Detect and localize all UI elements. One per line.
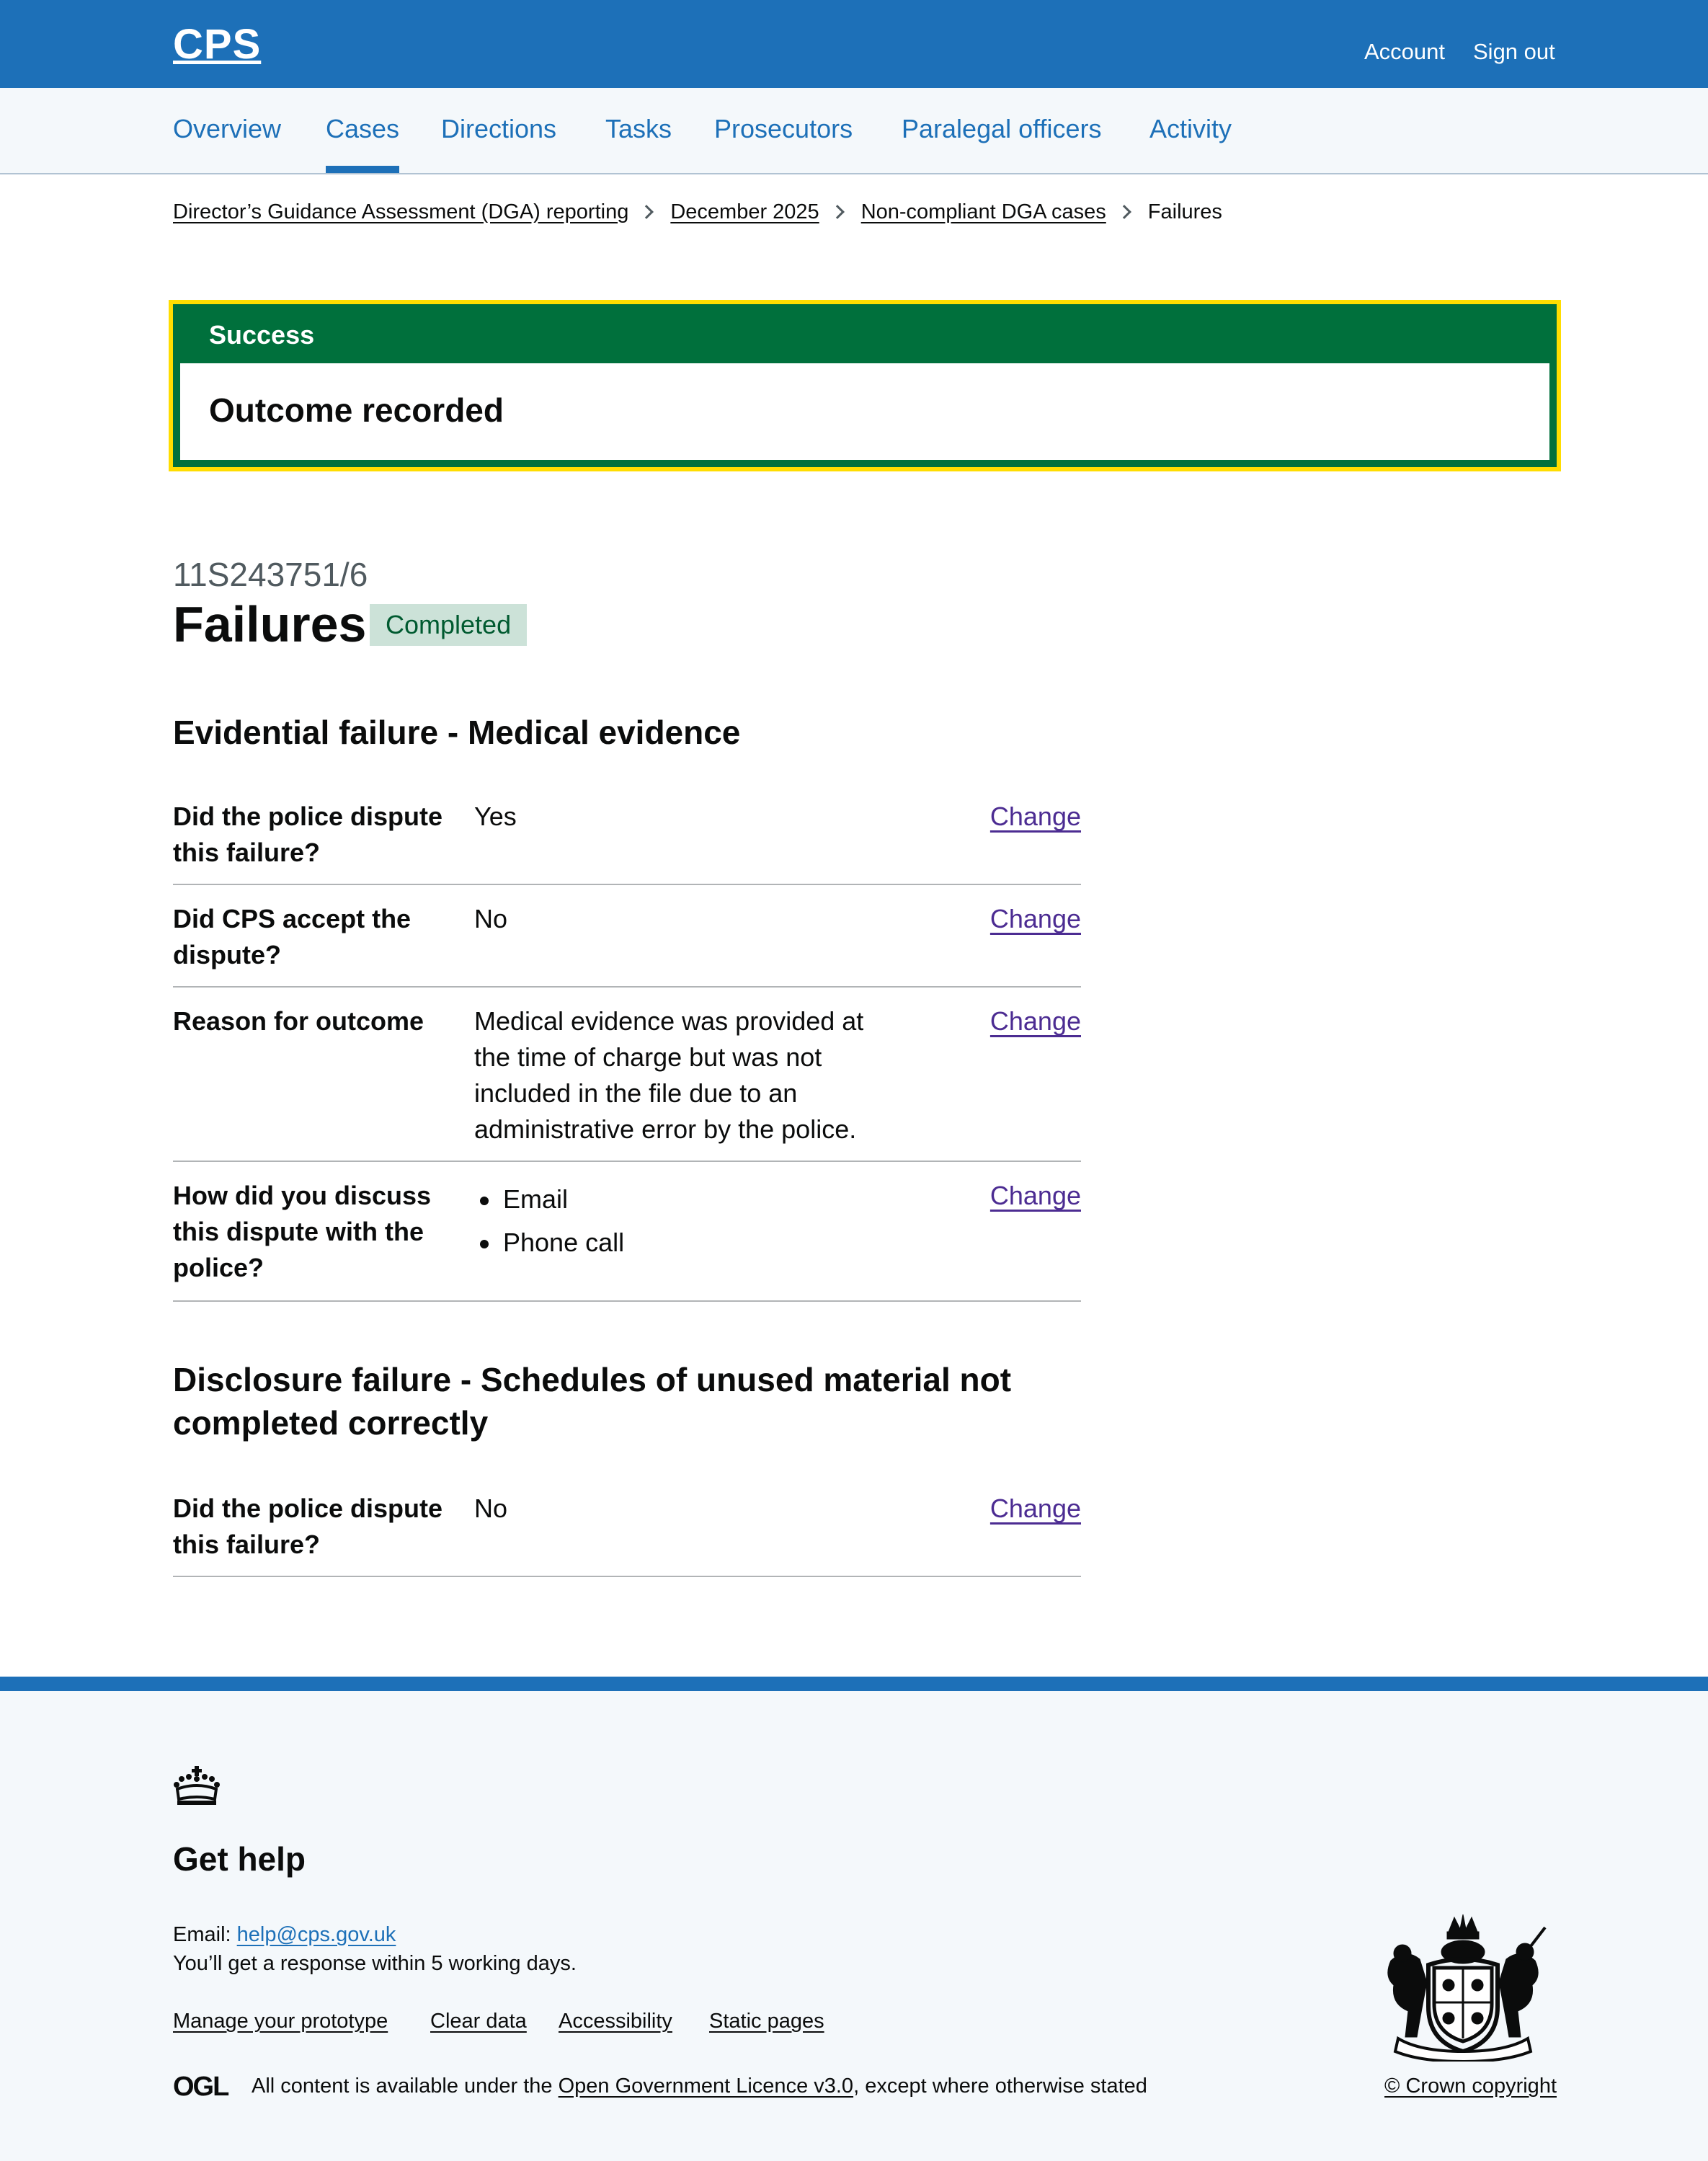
help-email-line bbox=[173, 1923, 396, 1947]
summary-value bbox=[474, 1178, 892, 1264]
change-police-dispute-link[interactable]: Change bbox=[989, 802, 1081, 831]
sign-out-link[interactable]: Sign out bbox=[1473, 39, 1555, 64]
summary-key: Did CPS accept the dispute? bbox=[173, 904, 412, 969]
success-notification-banner bbox=[169, 300, 1561, 471]
footer-link-static-pages[interactable]: Static pages bbox=[709, 2010, 824, 2033]
crown-copyright-link[interactable]: © Crown copyright bbox=[1384, 2075, 1557, 2098]
summary-row bbox=[173, 901, 1081, 988]
change-reason-link[interactable]: Change bbox=[989, 1006, 1081, 1036]
get-help-heading: Get help bbox=[173, 1840, 306, 1878]
open-government-licence-link[interactable]: Open Government Licence v3.0 bbox=[558, 2075, 854, 2098]
change-discussion-link[interactable]: Change bbox=[989, 1181, 1081, 1210]
banner-message: Outcome recorded bbox=[209, 391, 504, 429]
breadcrumb-december-2025[interactable]: December 2025 bbox=[670, 200, 819, 223]
list-item: Email bbox=[474, 1178, 892, 1221]
summary-key: Did the police dispute this failure? bbox=[173, 1494, 443, 1559]
change-disclosure-dispute-link[interactable]: Change bbox=[989, 1494, 1081, 1523]
nav-item-prosecutors[interactable]: Prosecutors bbox=[714, 114, 853, 143]
change-cps-accept-link[interactable]: Change bbox=[989, 904, 1081, 933]
breadcrumb bbox=[173, 198, 1222, 226]
royal-coat-of-arms-icon bbox=[1376, 1910, 1549, 2062]
section-heading-disclosure-failure: Disclosure failure - Schedules of unused material not completed correctly bbox=[173, 1361, 1012, 1442]
nav-item-overview[interactable]: Overview bbox=[173, 114, 282, 143]
footer-link-manage-prototype[interactable]: Manage your prototype bbox=[173, 2010, 388, 2033]
banner-title: Success bbox=[209, 320, 315, 350]
chevron-right-icon bbox=[1117, 205, 1131, 219]
section-heading-evidential-failure: Evidential failure - Medical evidence bbox=[173, 714, 741, 751]
summary-row bbox=[173, 1003, 1081, 1162]
service-logo[interactable]: CPS bbox=[173, 21, 262, 68]
summary-row bbox=[173, 799, 1081, 885]
summary-key: Did the police dispute this failure? bbox=[173, 802, 443, 867]
footer-link-accessibility[interactable]: Accessibility bbox=[559, 2010, 672, 2033]
nav-item-paralegal-officers[interactable]: Paralegal officers bbox=[902, 114, 1102, 143]
breadcrumb-non-compliant-cases[interactable]: Non-compliant DGA cases bbox=[860, 200, 1106, 223]
help-email-link[interactable]: help@cps.gov.uk bbox=[236, 1923, 396, 1946]
banner-content bbox=[180, 363, 1549, 460]
summary-value: Yes bbox=[474, 802, 517, 831]
breadcrumb-current: Failures bbox=[1147, 200, 1222, 223]
crown-icon bbox=[173, 1765, 221, 1808]
site-footer bbox=[0, 1677, 1708, 2161]
list-item: Phone call bbox=[474, 1221, 892, 1264]
breadcrumb-dga-reporting[interactable]: Director’s Guidance Assessment (DGA) reporting bbox=[173, 200, 629, 223]
summary-value: Medical evidence was provided at the time of charge but was not included in the file due to an administrative error by the police. bbox=[474, 1006, 864, 1144]
footer-link-clear-data[interactable]: Clear data bbox=[430, 2010, 527, 2033]
summary-key: Reason for outcome bbox=[173, 1006, 424, 1036]
summary-row bbox=[173, 1491, 1081, 1577]
response-time-text: You’ll get a response within 5 working days. bbox=[173, 1952, 577, 1975]
ogl-logo-text: OGL bbox=[173, 2073, 228, 2099]
licence-suffix: , except where otherwise stated bbox=[853, 2075, 1147, 2098]
nav-item-tasks[interactable]: Tasks bbox=[605, 114, 672, 143]
primary-navigation bbox=[0, 88, 1708, 174]
account-link[interactable]: Account bbox=[1364, 39, 1446, 64]
licence-prefix: All content is available under the bbox=[252, 2075, 559, 2098]
discussion-method-list bbox=[474, 1178, 892, 1264]
summary-value: No bbox=[474, 904, 508, 933]
summary-row bbox=[173, 1178, 1081, 1302]
status-badge: Completed bbox=[370, 604, 527, 646]
case-reference-caption: 11S243751/6 bbox=[173, 556, 368, 593]
site-header bbox=[0, 0, 1708, 88]
nav-item-activity[interactable]: Activity bbox=[1149, 114, 1232, 143]
nav-item-cases[interactable]: Cases bbox=[326, 114, 399, 173]
licence-text bbox=[252, 2075, 1147, 2098]
summary-key: How did you discuss this dispute with the police? bbox=[173, 1181, 432, 1282]
email-label: Email: bbox=[173, 1923, 237, 1946]
chevron-right-icon bbox=[830, 205, 845, 219]
chevron-right-icon bbox=[639, 205, 654, 219]
summary-value: No bbox=[474, 1494, 508, 1523]
page-title: Failures bbox=[173, 596, 367, 652]
ogl-logo-icon bbox=[173, 2073, 233, 2099]
nav-item-directions[interactable]: Directions bbox=[441, 114, 557, 143]
